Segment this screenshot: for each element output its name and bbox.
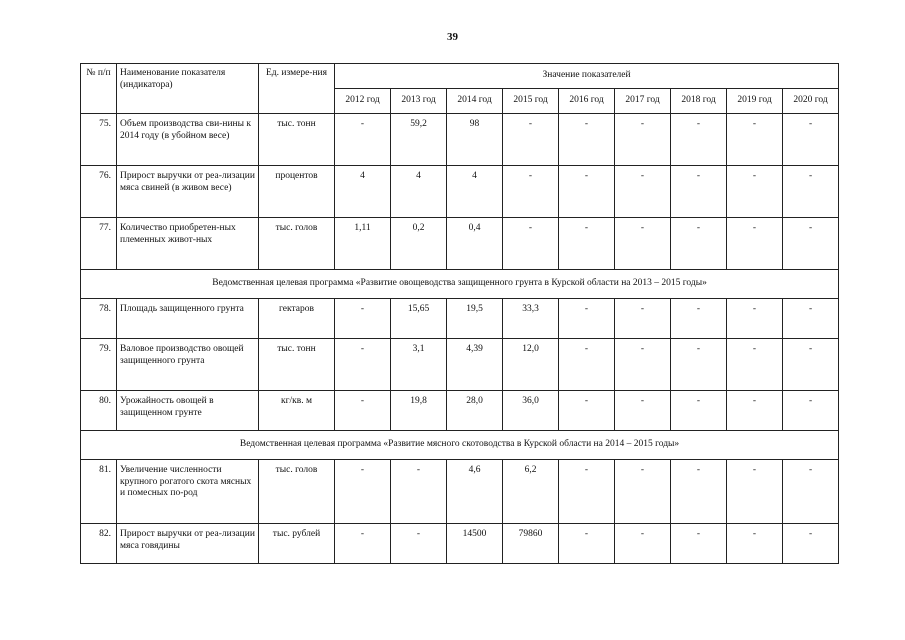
value-cell: - xyxy=(559,299,615,339)
year-header: 2020 год xyxy=(783,89,839,114)
value-cell: - xyxy=(783,391,839,431)
indicators-table xyxy=(80,63,839,564)
value-cell: - xyxy=(335,460,391,524)
value-cell: - xyxy=(783,218,839,270)
value-cell: 19,8 xyxy=(391,391,447,431)
value-cell: 0,4 xyxy=(447,218,503,270)
value-cell: - xyxy=(671,218,727,270)
value-cell: - xyxy=(727,524,783,564)
unit-cell: кг/кв. м xyxy=(259,391,335,431)
indicator-name: Валовое производство овощей защищенного грунта xyxy=(117,339,259,391)
indicator-name: Площадь защищенного грунта xyxy=(117,299,259,339)
unit-cell: тыс. рублей xyxy=(259,524,335,564)
unit-cell: тыс. голов xyxy=(259,460,335,524)
value-cell: - xyxy=(727,114,783,166)
value-cell: - xyxy=(503,114,559,166)
value-cell: 4 xyxy=(335,166,391,218)
value-cell: - xyxy=(559,339,615,391)
table-row xyxy=(81,391,839,431)
value-cell: - xyxy=(335,524,391,564)
value-cell: 4,39 xyxy=(447,339,503,391)
table-row xyxy=(81,218,839,270)
value-cell: - xyxy=(335,299,391,339)
value-cell: - xyxy=(783,524,839,564)
value-cell: - xyxy=(671,391,727,431)
value-cell: 12,0 xyxy=(503,339,559,391)
value-cell: - xyxy=(671,166,727,218)
year-header: 2015 год xyxy=(503,89,559,114)
table-row xyxy=(81,460,839,524)
header-row xyxy=(81,64,839,89)
value-cell: - xyxy=(783,339,839,391)
value-cell: 28,0 xyxy=(447,391,503,431)
indicator-name: Урожайность овощей в защищенном грунте xyxy=(117,391,259,431)
row-number: 77. xyxy=(81,218,117,270)
value-cell: 79860 xyxy=(503,524,559,564)
value-cell: - xyxy=(615,460,671,524)
value-cell: 6,2 xyxy=(503,460,559,524)
indicator-name: Увеличение численности крупного рогатого скота мясных и помесных по-род xyxy=(117,460,259,524)
indicator-name: Прирост выручки от реа-лизации мяса свиней (в живом весе) xyxy=(117,166,259,218)
value-cell: - xyxy=(559,524,615,564)
table-row xyxy=(81,166,839,218)
unit-cell: гектаров xyxy=(259,299,335,339)
value-cell: - xyxy=(783,299,839,339)
section-row xyxy=(81,431,839,460)
value-cell: 59,2 xyxy=(391,114,447,166)
table-row xyxy=(81,114,839,166)
value-cell: 98 xyxy=(447,114,503,166)
value-cell: - xyxy=(671,524,727,564)
section-row xyxy=(81,270,839,299)
year-header: 2016 год xyxy=(559,89,615,114)
row-number: 75. xyxy=(81,114,117,166)
value-cell: - xyxy=(727,460,783,524)
value-cell: - xyxy=(503,166,559,218)
year-header: 2012 год xyxy=(335,89,391,114)
year-header: 2018 год xyxy=(671,89,727,114)
value-cell: - xyxy=(559,166,615,218)
row-number: 81. xyxy=(81,460,117,524)
header-name: Наименование показателя (индикатора) xyxy=(117,64,259,114)
value-cell: - xyxy=(391,524,447,564)
unit-cell: тыс. тонн xyxy=(259,114,335,166)
value-cell: 1,11 xyxy=(335,218,391,270)
value-cell: - xyxy=(615,166,671,218)
value-cell: - xyxy=(727,166,783,218)
value-cell: 4 xyxy=(391,166,447,218)
year-header: 2017 год xyxy=(615,89,671,114)
value-cell: - xyxy=(727,299,783,339)
value-cell: - xyxy=(783,114,839,166)
value-cell: 36,0 xyxy=(503,391,559,431)
indicator-name: Объем производства сви-нины к 2014 году (в убойном весе) xyxy=(117,114,259,166)
header-unit: Ед. измере-ния xyxy=(259,64,335,114)
value-cell: 0,2 xyxy=(391,218,447,270)
year-header: 2019 год xyxy=(727,89,783,114)
value-cell: - xyxy=(615,339,671,391)
value-cell: - xyxy=(727,391,783,431)
value-cell: - xyxy=(671,339,727,391)
value-cell: - xyxy=(559,114,615,166)
value-cell: - xyxy=(559,218,615,270)
value-cell: - xyxy=(783,460,839,524)
unit-cell: процентов xyxy=(259,166,335,218)
unit-cell: тыс. голов xyxy=(259,218,335,270)
table-row xyxy=(81,339,839,391)
row-number: 82. xyxy=(81,524,117,564)
value-cell: - xyxy=(335,114,391,166)
value-cell: 33,3 xyxy=(503,299,559,339)
row-number: 78. xyxy=(81,299,117,339)
year-header: 2014 год xyxy=(447,89,503,114)
value-cell: 14500 xyxy=(447,524,503,564)
value-cell: - xyxy=(727,218,783,270)
value-cell: - xyxy=(615,218,671,270)
section-title: Ведомственная целевая программа «Развитие мясного скотоводства в Курской области на 2014 – 2015 годы» xyxy=(81,431,839,460)
value-cell: - xyxy=(559,460,615,524)
header-num: № п/п xyxy=(81,64,117,114)
indicator-name: Прирост выручки от реа-лизации мяса говядины xyxy=(117,524,259,564)
value-cell: 4,6 xyxy=(447,460,503,524)
table-row xyxy=(81,299,839,339)
value-cell: - xyxy=(671,460,727,524)
unit-cell: тыс. тонн xyxy=(259,339,335,391)
value-cell: - xyxy=(615,391,671,431)
value-cell: - xyxy=(783,166,839,218)
value-cell: 15,65 xyxy=(391,299,447,339)
value-cell: 3,1 xyxy=(391,339,447,391)
value-cell: - xyxy=(559,391,615,431)
page-number: 39 xyxy=(447,31,458,43)
table-row xyxy=(81,524,839,564)
value-cell: - xyxy=(503,218,559,270)
row-number: 76. xyxy=(81,166,117,218)
value-cell: - xyxy=(615,524,671,564)
value-cell: - xyxy=(615,299,671,339)
value-cell: 4 xyxy=(447,166,503,218)
section-title: Ведомственная целевая программа «Развитие овощеводства защищенного грунта в Курской области на 2013 – 2015 годы» xyxy=(81,270,839,299)
header-values: Значение показателей xyxy=(335,64,839,89)
value-cell: 19,5 xyxy=(447,299,503,339)
value-cell: - xyxy=(391,460,447,524)
value-cell: - xyxy=(615,114,671,166)
value-cell: - xyxy=(335,339,391,391)
table-body xyxy=(81,114,839,564)
row-number: 79. xyxy=(81,339,117,391)
year-header: 2013 год xyxy=(391,89,447,114)
row-number: 80. xyxy=(81,391,117,431)
value-cell: - xyxy=(671,114,727,166)
value-cell: - xyxy=(671,299,727,339)
indicator-name: Количество приобретен-ных племенных живот-ных xyxy=(117,218,259,270)
value-cell: - xyxy=(727,339,783,391)
value-cell: - xyxy=(335,391,391,431)
